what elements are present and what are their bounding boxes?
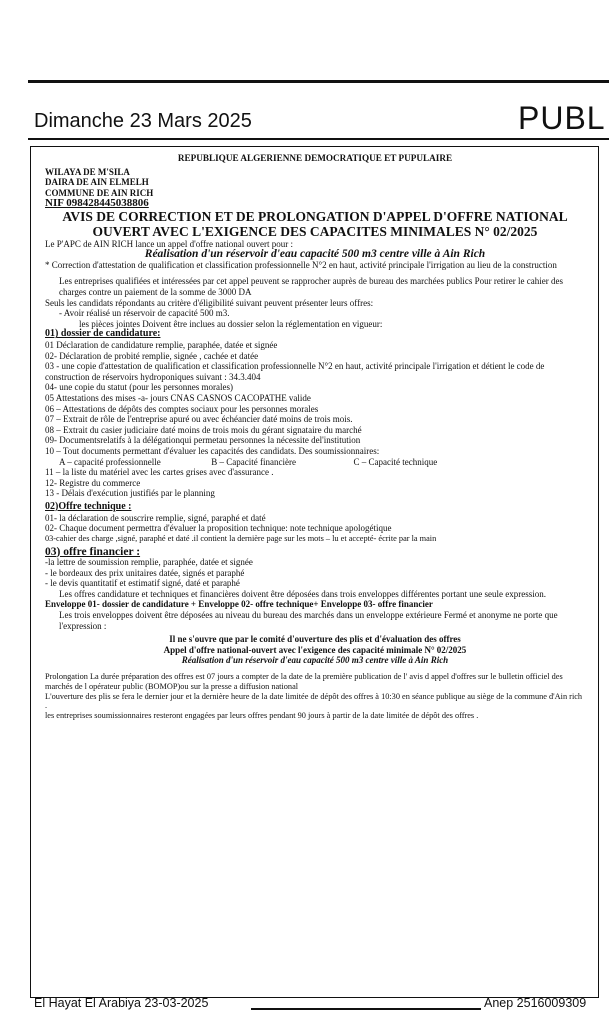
list-item: 06 – Attestations de dépôts des comptes sociaux pour les personnes morales	[45, 403, 319, 414]
envelopes-paragraph: Les trois enveloppes doivent être déposées au niveau du bureau des marchés dans un enveloppe extérieure Fermé et anonyme ne porte que l'expression :	[59, 610, 558, 631]
project-title: Réalisation d'un réservoir d'eau capacité 500 m3 centre ville à Ain Rich	[144, 248, 486, 261]
section-2-title: 02)Offre technique :	[45, 500, 132, 512]
list-item: 02- Chaque document permettra d'évaluer la proposition technique: note technique apologétique	[45, 523, 392, 534]
list-item: 09- Documentsrelatifs à la délégationqui permetau personnes la nécessite del'institution	[45, 435, 361, 446]
list-item: 12- Registre du commerce	[45, 477, 141, 488]
list-item: 05 Attestations des mises -a- jours CNAS CASNOS CACOPATHE valide	[45, 393, 311, 403]
header-rule	[28, 138, 609, 140]
list-item: Les offres candidature et techniques et financières doivent être déposées dans trois enveloppes différentes portant une seule expression.	[59, 588, 546, 599]
list-item: - le bordeaux des prix unitaires datée, signés et paraphé	[45, 567, 245, 578]
top-rule	[28, 80, 609, 83]
paragraph-4: les pièces jointes Doivent être inclues au dossier selon la réglementation en vigueur:	[79, 318, 383, 329]
capacity-c: C – Capacité technique	[353, 456, 438, 467]
expression-3: Réalisation d'un réservoir d'eau capacité 500 m3 centre ville à Ain Rich	[181, 655, 449, 666]
expression-1: Il ne s'ouvre que par le comité d'ouverture des plis et d'évaluation des offres	[169, 634, 461, 645]
list-item: 04- une copie du statut (pour les personnes morales)	[45, 382, 233, 393]
commune: COMMUNE DE AIN RICH	[45, 187, 154, 198]
list-item: 07 – Extrait de rôle de l'entreprise apuré ou avec échéancier daté moins de trois mois.	[45, 414, 353, 425]
envelopes-line: Enveloppe 01- dossier de candidature + Enveloppe 02- offre technique+ Enveloppe 03- offre financier	[45, 599, 433, 610]
list-item: 03 - une copie d'attestation de qualification et classification professionnelle N°2 en haut, activité principale l'irrigation et détient le code de construction de réservoirs hydroponiques suivant : 34.3.404	[45, 361, 545, 382]
page-date: Dimanche 23 Mars 2025	[34, 110, 252, 132]
list-item: 08 – Extrait du casier judiciaire daté moins de trois mois du gérant signataire du marché	[45, 424, 362, 435]
footer-source: El Hayat El Arabiya 23-03-2025	[34, 996, 209, 1010]
section-1-title: 01) dossier de candidature:	[45, 328, 161, 340]
engagement: les entreprises soumissionnaires resteront engagées par leurs offres pendant 90 jours à partir de la date limitée de dépôt des offres .	[45, 711, 479, 721]
list-item: -la lettre de soumission remplie, paraphée, datée et signée	[45, 557, 253, 568]
prolongation: Prolongation La durée préparation des offres est 07 jours a compter de la date de la première publication de l' avis d appel d'offres sur le bulletin officiel des marchés de l opérateur public (BOMOP)ou sur la presse a diffusion national	[45, 672, 563, 691]
list-item: 01- la déclaration de souscrire remplie, signé, paraphé et daté	[45, 512, 266, 523]
intro: Le P'APC de AIN RICH lance un appel d'offre national ouvert pour :	[45, 238, 294, 249]
expression-2: Appel d'offre national-ouvert avec l'exigence des capacité minimale N° 02/2025	[163, 644, 467, 655]
opening: L'ouverture des plis se fera le dernier jour et la dernière heure de la date limitée de dépôt des offres à 10:30 en séance publique au siège de la commune d'Ain rich .	[45, 691, 583, 711]
notice-body	[45, 153, 585, 721]
list-item: 13 - Délais d'exécution justifiés par le planning	[45, 488, 215, 499]
notice-title-1: AVIS DE CORRECTION ET DE PROLONGATION D'APPEL D'OFFRE NATIONAL	[62, 208, 568, 224]
capacities-row	[45, 457, 585, 468]
section-label: PUBL	[518, 100, 606, 136]
list-item: 11 – la liste du matériel avec les cartes grises avec d'assurance .	[45, 467, 274, 478]
section-3-title: 03) offre financier :	[45, 545, 141, 558]
list-item: 01 Déclaration de candidature remplie, paraphée, datée et signée	[45, 340, 278, 351]
notice-title-2: OUVERT AVEC L'EXIGENCE DES CAPACITES MINIMALES N° 02/2025	[92, 223, 538, 239]
list-item: 10 – Tout documents permettant d'évaluer les capacités des candidats. Des soumissionnaires:	[45, 445, 380, 456]
wilaya: WILAYA DE M'SILA	[45, 166, 130, 177]
list-item: - le devis quantitatif et estimatif signé, daté et paraphé	[45, 578, 240, 589]
capacity-b: B – Capacité financière	[211, 456, 296, 467]
paragraph-3: - Avoir réalisé un réservoir de capacité 500 m3.	[59, 308, 230, 319]
footer-rule	[251, 1008, 481, 1010]
daira: DAIRA DE AIN ELMELH	[45, 177, 149, 188]
footer-ref: Anep 2516009309	[484, 996, 587, 1010]
list-item: 03-cahier des charge ,signé, paraphé et daté .il contient la dernière page sur les mots – lu et accepté- écrite par la main	[45, 533, 437, 543]
paragraph-1: Les entreprises qualifiées et intéressées par cet appel peuvent se rapprocher auprès de bureau des marchées publics Pour retirer le cahier des charges contre un paiement de la somme de 3000 DA	[59, 276, 564, 298]
nif: NIF 098428445038806	[45, 197, 149, 210]
capacity-a: A – capacité professionnelle	[59, 456, 161, 467]
republic-header: REPUBLIQUE ALGERIENNE DEMOCRATIQUE ET PUPULAIRE	[177, 153, 453, 163]
correction-note: * Correction d'attestation de qualification et classification professionnelle N°2 en haut, activité principale l'irrigation au lieu de la construction	[45, 259, 557, 270]
paragraph-2: Seuls les candidats répondants au critère d'éligibilité suivant peuvent présenter leurs offres:	[45, 297, 374, 308]
list-item: 02- Déclaration de probité remplie, signée , cachée et datée	[45, 350, 259, 361]
